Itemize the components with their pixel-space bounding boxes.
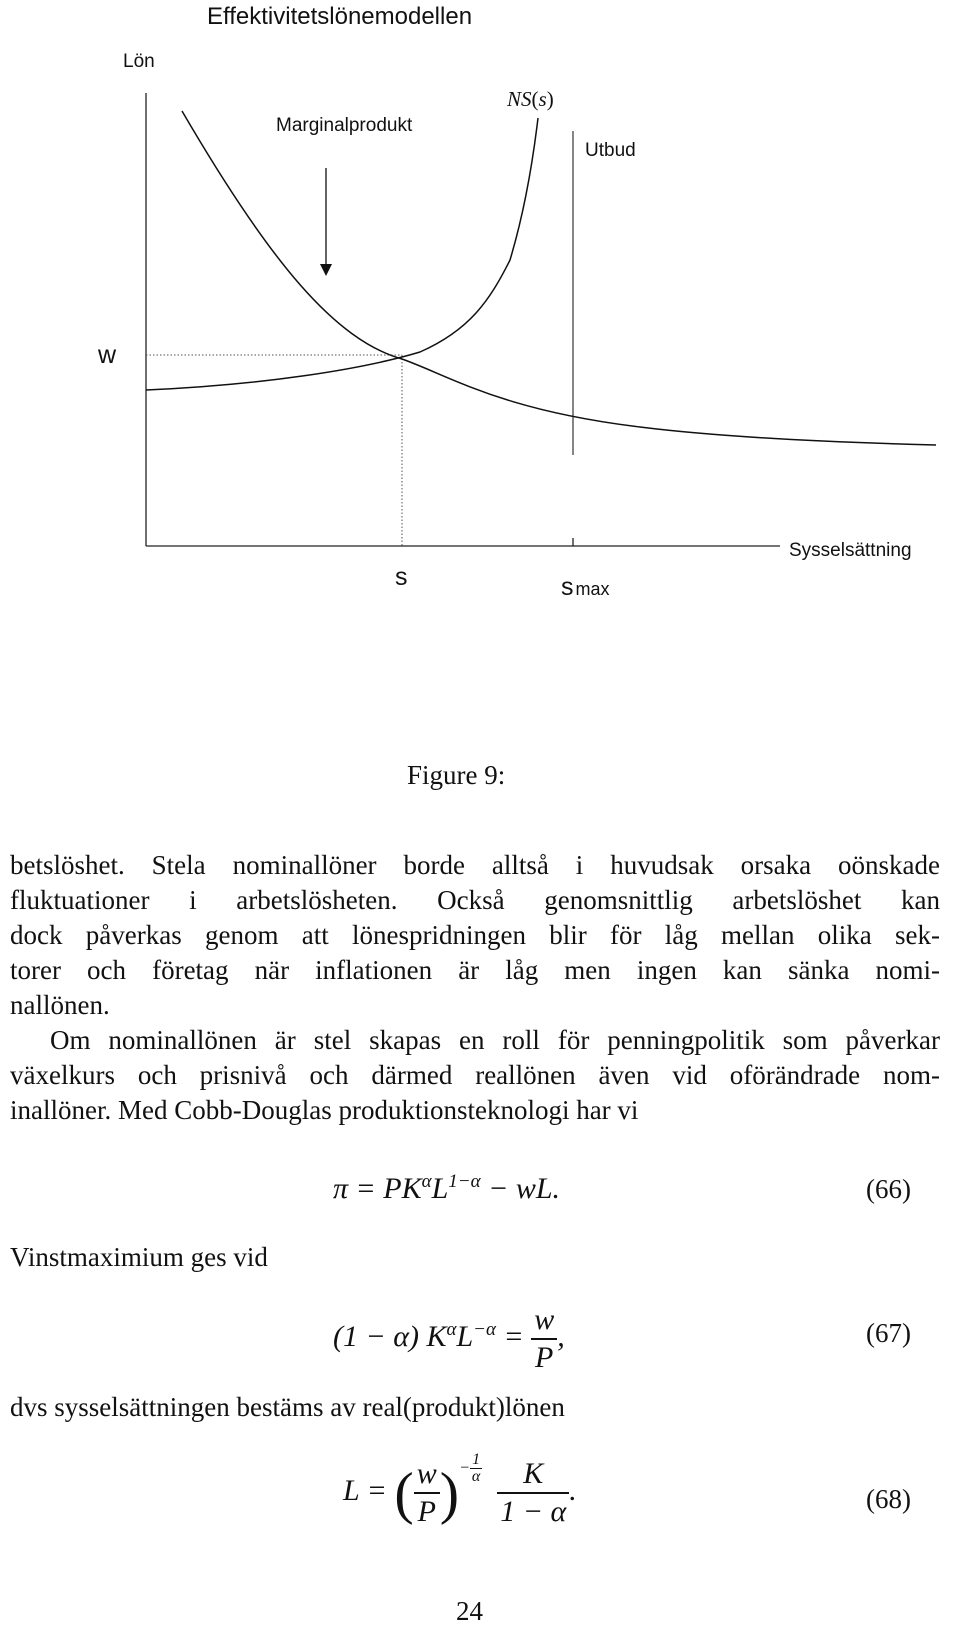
eq68-exp-frac bbox=[470, 1452, 482, 1485]
ns-label-ns: NS bbox=[507, 87, 532, 111]
eq67-mid: L bbox=[456, 1319, 474, 1353]
w-label: w bbox=[98, 341, 117, 369]
eq68-exponent bbox=[459, 1452, 482, 1485]
paragraph-2 bbox=[10, 1023, 940, 1128]
eq66-lhs: π = PK bbox=[333, 1172, 422, 1205]
eq68-den1: P bbox=[417, 1495, 436, 1528]
eq68-tail: . bbox=[569, 1473, 577, 1507]
figure-caption: Figure 9: bbox=[407, 760, 506, 790]
eq67-sup1: α bbox=[446, 1318, 457, 1340]
text-vinstmaximium: Vinstmaximium ges vid bbox=[10, 1242, 268, 1272]
y-axis-label: Lön bbox=[123, 51, 155, 72]
eq68-paren-open: ( bbox=[394, 1460, 414, 1526]
supply-label: Utbud bbox=[585, 140, 636, 161]
eq66-sup2: 1−α bbox=[448, 1171, 481, 1192]
equation-67 bbox=[333, 1302, 565, 1376]
eq67-den: P bbox=[535, 1341, 554, 1374]
p1-line-5: nallönen. bbox=[10, 990, 110, 1020]
paragraph-1 bbox=[10, 848, 940, 1023]
eq67-lhs: (1 − α) K bbox=[333, 1319, 447, 1353]
eq67-eq: = bbox=[495, 1319, 532, 1353]
equation-68 bbox=[343, 1451, 577, 1530]
eq68-num1: w bbox=[414, 1456, 440, 1494]
eq67-sup2: −α bbox=[473, 1318, 496, 1340]
p1-line-2: fluktuationer i arbetslösheten. Också genomsnittlig arbetslöshet kan bbox=[10, 885, 940, 915]
eq66-rhs: − wL. bbox=[480, 1172, 561, 1205]
eq68-exp-den: α bbox=[471, 1468, 481, 1485]
eq67-num: w bbox=[531, 1302, 557, 1340]
eq67-fraction bbox=[531, 1302, 557, 1376]
marginal-product-curve bbox=[182, 111, 936, 445]
ns-curve bbox=[146, 118, 538, 390]
x-axis-label: Sysselsättning bbox=[789, 540, 912, 561]
p2-line-1: Om nominallönen är stel skapas en roll för penningpolitik som påverkar bbox=[50, 1025, 940, 1055]
smax-label bbox=[561, 573, 610, 601]
p1-line-4: torer och företag när inflationen är låg men ingen kan sänka nomi- bbox=[10, 955, 940, 985]
page-number: 24 bbox=[456, 1596, 483, 1626]
p1-line-3: dock påverkas genom att lönespridningen blir för låg mellan olika sek- bbox=[10, 920, 940, 950]
p2-line-3: inallöner. Med Cobb-Douglas produktionsteknologi har vi bbox=[10, 1095, 639, 1125]
eq68-number: (68) bbox=[866, 1484, 911, 1514]
eq68-num2: K bbox=[497, 1456, 569, 1494]
eq67-tail: , bbox=[557, 1319, 565, 1353]
eq66-sup1: α bbox=[421, 1171, 432, 1192]
eq68-exp-num: 1 bbox=[470, 1452, 482, 1469]
eq68-fraction-1 bbox=[414, 1456, 440, 1530]
ns-paren-open: ( bbox=[531, 87, 539, 111]
p1-line-1: betslöshet. Stela nominallöner borde alltså i huvudsak orsaka oönskade bbox=[10, 850, 940, 880]
eq66-number: (66) bbox=[866, 1174, 911, 1204]
ns-paren-close: ) bbox=[546, 87, 554, 111]
eq68-paren-close: ) bbox=[439, 1460, 460, 1526]
smax-label-s: s bbox=[561, 573, 574, 601]
eq67-number: (67) bbox=[866, 1318, 911, 1348]
effektivitetslone-figure bbox=[0, 0, 960, 620]
s-label: s bbox=[395, 563, 408, 591]
eq66-mid: L bbox=[431, 1172, 449, 1205]
eq68-lhs: L = bbox=[343, 1473, 395, 1507]
marginal-arrow-head bbox=[320, 264, 332, 276]
ns-label bbox=[506, 87, 554, 111]
p2-line-2: växelkurs och prisnivå och därmed reallönen även vid oförändrade nom- bbox=[10, 1060, 940, 1090]
eq68-exp-sign: − bbox=[459, 1459, 470, 1477]
ns-label-arg: s bbox=[538, 87, 547, 111]
text-dvs: dvs sysselsättningen bestäms av real(produkt)lönen bbox=[10, 1392, 565, 1422]
marginal-label: Marginalprodukt bbox=[276, 115, 413, 136]
figure-title: Effektivitetslönemodellen bbox=[207, 3, 473, 30]
equation-66 bbox=[333, 1172, 560, 1206]
eq68-den2: 1 − α bbox=[500, 1495, 567, 1528]
eq68-fraction-2 bbox=[497, 1456, 569, 1530]
smax-label-sub: max bbox=[575, 579, 610, 599]
